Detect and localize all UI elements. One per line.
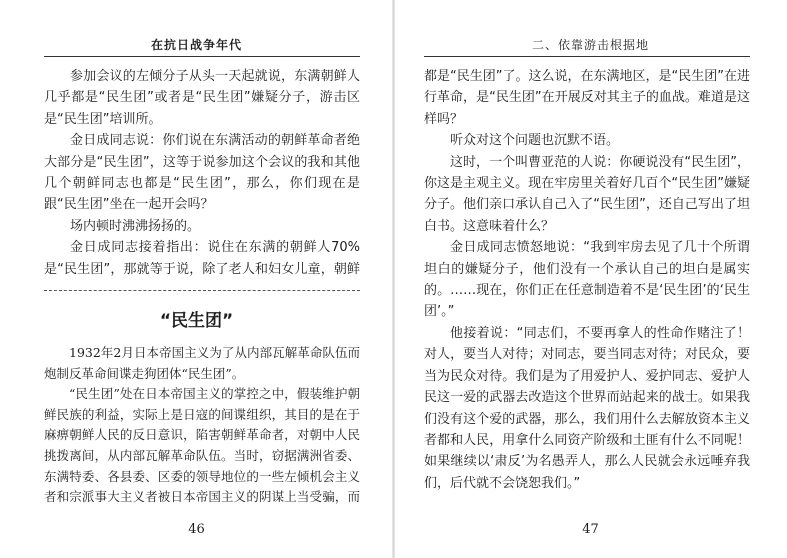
paragraph: 金日成同志接着指出：说住在东满的朝鲜人70%是“民生团”，那就等于说，除了老人和妇女儿童，朝鲜 xyxy=(44,240,360,277)
left-page-header: 在抗日战争年代 xyxy=(150,38,242,52)
right-page xyxy=(394,0,787,558)
left-top-body xyxy=(44,66,360,279)
right-page-header: 二、依靠游击根据地 xyxy=(531,38,649,52)
left-page xyxy=(0,0,393,558)
paragraph xyxy=(424,494,750,496)
paragraph: 金日成同志说：你们说在东满活动的朝鲜革命者绝大部分是“民生团”，这等于说参加这个会议的我和其他几个朝鲜同志也都是“民生团”，那么，你们现在是跟“民生团”坐在一起开会吗？ xyxy=(44,133,360,213)
section-title: “民生团” xyxy=(159,311,234,331)
paragraph: 1932年2月日本帝国主义为了从内部瓦解革命队伍而炮制反革命间谍走狗团体“民生团”。 xyxy=(44,345,360,381)
left-bottom-body xyxy=(44,343,360,508)
left-header-rule xyxy=(44,56,360,57)
left-page-number: 46 xyxy=(188,522,205,537)
paragraph: “民生团”处在日本帝国主义的掌控之中，假装维护朝鲜民族的利益，实际上是日寇的间谍组织，其目的是在于麻痹朝鲜人民的反日意识，陷害朝鲜革命者，对朝中人民挑拨离间，从内部瓦解革命队伍。当时，窃据满洲省委、东满特委、各县委、区委的领导地位的一些左倾机会主义者和宗派事大主义者被日本帝国主义的阴谋上当受骗，而 xyxy=(44,386,360,505)
paragraph: 听众对这个问题也沉默不语。 xyxy=(450,133,620,149)
paragraph: 参加会议的左倾分子从头一天起就说，东满朝鲜人几乎都是“民生团”或者是“民生团”嫌疑分子，游击区是“民生团”培训所。 xyxy=(44,69,360,127)
paragraph: 这时，一个叫曹亚范的人说：你硬说没有“民生团”，你这是主观主义。现在牢房里关着好几百个“民生团”嫌疑分子。他们亲口承认自己入了“民生团”，还自己写出了坦白书。这意味着什么？ xyxy=(424,154,750,234)
right-header-rule xyxy=(424,56,750,57)
paragraph: 他接着说：“同志们，不要再拿人的性命作赌注了！对人，要当人对待；对同志，要当同志对待；对民众，要当为民众对待。我们是为了用爱护人、爱护同志、爱护人民这一爱的武器去改造这个世界而站起来的战士。如果我们没有这个爱的武器，那么，我们用什么去解放资本主义者都和人民，用拿什么同资产阶级和土匪有什么不同呢！如果继续以‘肃反’为名愚弄人，那么人民就会永远唾弃我们，后代就不会饶恕我们。” xyxy=(424,325,750,491)
right-page-number: 47 xyxy=(582,522,599,537)
right-body xyxy=(424,66,750,496)
paragraph: 场内顿时沸沸扬扬的。 xyxy=(70,218,201,234)
paragraph: 金日成同志愤怒地说：“我到牢房去见了几十个所谓坦白的嫌疑分子，他们没有一个承认自己的坦白是属实的。……现在，你们正在任意制造着不是‘民生团’的‘民生团’。” xyxy=(424,240,750,320)
paragraph: 都是“民生团”了。这么说，在东满地区，是“民生团”在进行革命，是“民生团”在开展反对其主子的血战。难道是这样吗？ xyxy=(424,69,750,127)
section-divider xyxy=(44,290,360,291)
